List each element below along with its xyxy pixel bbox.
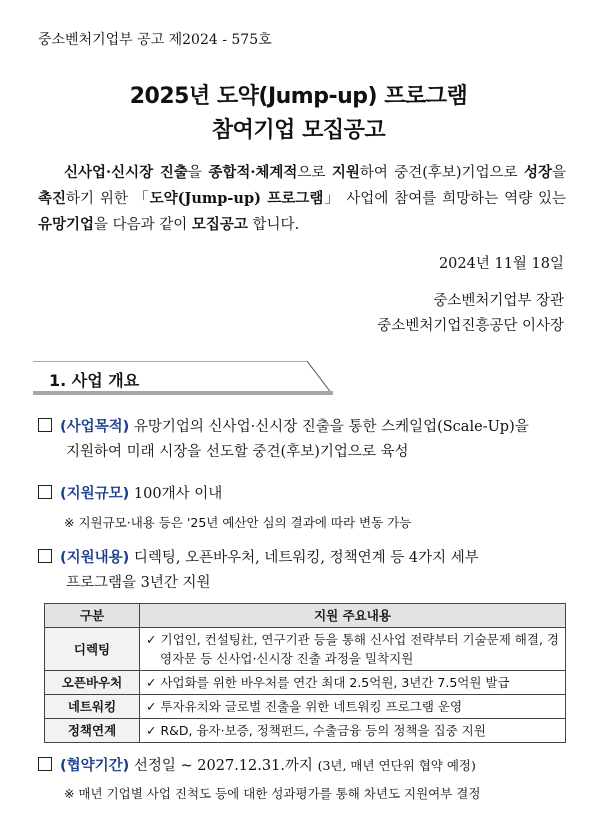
item-text: (3년, 매년 연단위 협약 예정) xyxy=(317,758,476,773)
checkbox-square-icon xyxy=(38,757,52,771)
table-header-cell: 지원 주요내용 xyxy=(140,604,566,628)
table-cell-category: 디렉팅 xyxy=(45,628,140,671)
issuer-agency: 중소벤처기업진흥공단 이사장 xyxy=(377,318,564,334)
period-note: ※ 매년 기업별 사업 진척도 등에 대한 성과평가를 통해 차년도 지원여부 결정 xyxy=(64,786,481,801)
item-text: 프로그램을 3년간 지원 xyxy=(66,575,211,591)
table-row xyxy=(45,628,566,671)
support-table xyxy=(44,603,566,743)
table-cell-description xyxy=(140,719,566,743)
intro-seg: 유망기업 xyxy=(38,216,95,233)
item-text: 선정일 ~ 2027.12.31.까지 xyxy=(133,758,313,774)
intro-seg: 도약(Jump-up) 프로그램 xyxy=(149,190,324,207)
description-text: ✓ R&D, 융자·보증, 정책펀드, 수출금융 등의 정책을 집중 지원 xyxy=(146,723,486,738)
table-cell-category: 오픈바우처 xyxy=(45,671,140,695)
notice-date: 2024년 11월 18일 xyxy=(438,256,564,272)
intro-paragraph xyxy=(38,160,566,238)
table-header-cell: 구분 xyxy=(45,604,140,628)
scale-note: ※ 지원규모·내용 등은 '25년 예산안 심의 결과에 따라 변동 가능 xyxy=(64,515,412,530)
page-title-line2: 참여기업 모집공고 xyxy=(211,118,386,143)
intro-seg: 을 xyxy=(187,165,209,181)
checkbox-square-icon xyxy=(38,418,52,432)
item-content xyxy=(38,546,568,596)
item-scale xyxy=(38,482,568,507)
intro-seg: 」 사업에 참여를 희망하는 역량 있는 xyxy=(323,191,566,207)
intro-seg: 합니다. xyxy=(247,217,300,233)
intro-seg: 하기 위한 「 xyxy=(66,191,150,207)
section-title: 1. 사업 개요 xyxy=(49,371,140,390)
table-row xyxy=(45,719,566,743)
table-cell-category: 정책연계 xyxy=(45,719,140,743)
table-cell-description xyxy=(140,628,566,671)
notice-number: 중소벤처기업부 공고 제2024 - 575호 xyxy=(38,32,272,48)
item-text: 디렉팅, 오픈바우처, 네트워킹, 정책연계 등 4가지 세부 xyxy=(133,550,479,566)
description-text: ✓ 사업화를 위한 바우처를 연간 최대 2.5억원, 3년간 7.5억원 발급 xyxy=(146,675,510,690)
intro-seg: 신사업·신시장 진출 xyxy=(64,164,188,181)
intro-seg: 으로 xyxy=(297,165,332,181)
issuer-ministry: 중소벤처기업부 장관 xyxy=(433,293,564,309)
table-header-row xyxy=(45,604,566,628)
intro-seg: 종합적·체계적 xyxy=(208,164,298,181)
item-text: 유망기업의 신사업·신시장 진출을 통한 스케일업(Scale-Up)을 xyxy=(133,419,529,435)
intro-seg: 촉진 xyxy=(38,190,67,207)
section-heading xyxy=(33,361,333,395)
item-text: 지원하여 미래 시장을 선도할 중견(후보)기업으로 육성 xyxy=(66,444,409,460)
intro-seg: 하여 중견(후보)기업으로 xyxy=(359,165,524,181)
intro-seg: 지원 xyxy=(331,164,360,181)
table-cell-description xyxy=(140,671,566,695)
item-tag: (협약기간) xyxy=(60,758,130,774)
intro-seg: 을 xyxy=(551,165,566,181)
item-purpose xyxy=(38,415,568,465)
checkbox-square-icon xyxy=(38,485,52,499)
description-text: ✓ 기업인, 컨설팅社, 연구기관 등을 통해 신사업 전략부터 기술문제 해결, 경영자문 등 신사업·신시장 진출 과정을 밀착지원 xyxy=(146,632,559,666)
intro-seg: 모집공고 xyxy=(191,216,248,233)
item-tag: (지원규모) xyxy=(60,486,130,502)
intro-seg: 성장 xyxy=(523,164,552,181)
table-cell-description xyxy=(140,695,566,719)
checkbox-square-icon xyxy=(38,549,52,563)
item-period xyxy=(38,753,568,779)
item-tag: (지원내용) xyxy=(60,550,130,566)
table-row xyxy=(45,695,566,719)
table-cell-category: 네트워킹 xyxy=(45,695,140,719)
item-text: 100개사 이내 xyxy=(133,486,223,502)
item-tag: (사업목적) xyxy=(60,419,130,435)
page-title-line1: 2025년 도약(Jump-up) 프로그램 xyxy=(129,84,468,109)
intro-seg: 을 다음과 같이 xyxy=(94,217,192,233)
description-text: ✓ 투자유치와 글로벌 진출을 위한 네트워킹 프로그램 운영 xyxy=(146,699,463,714)
table-row xyxy=(45,671,566,695)
